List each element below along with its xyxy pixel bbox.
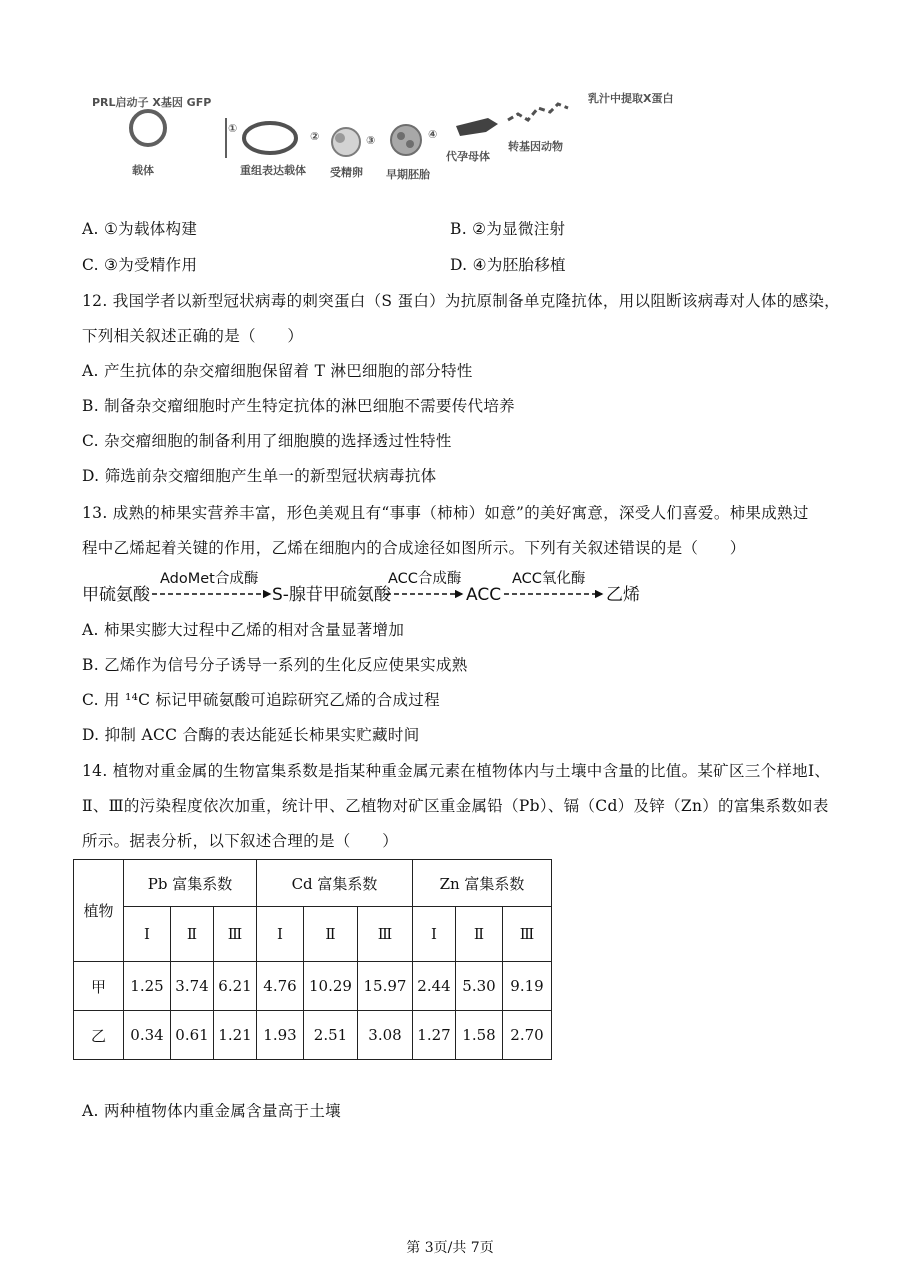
table-cell: 15.97 xyxy=(358,962,413,1011)
vector-gene-label: PRL启动子 X基因 GFP xyxy=(92,96,212,109)
vector-label: 载体 xyxy=(132,164,154,177)
table-plant-cell: 甲 xyxy=(74,962,124,1011)
q11-option-d: D. ④为胚胎移植 xyxy=(450,256,566,274)
table-cell: 0.61 xyxy=(171,1011,214,1060)
q14-stem-line-3: 所示。据表分析，以下叙述合理的是（ ） xyxy=(82,832,399,850)
table-cell: 2.51 xyxy=(304,1011,358,1060)
table-cell: 5.30 xyxy=(456,962,503,1011)
table-site-header: Ⅲ xyxy=(214,907,257,962)
q12-stem-line-2: 下列相关叙述正确的是（ ） xyxy=(82,327,304,345)
table-row xyxy=(74,962,552,1011)
q13-option-a: A. 柿果实膨大过程中乙烯的相对含量显著增加 xyxy=(82,621,405,639)
vector-plasmid-icon xyxy=(131,111,165,145)
q14-option-a: A. 两种植物体内重金属含量高于土壤 xyxy=(82,1102,341,1120)
table-row xyxy=(74,1011,552,1060)
table-cell: 6.21 xyxy=(214,962,257,1011)
table-cell: 1.25 xyxy=(124,962,171,1011)
table-cell: 1.21 xyxy=(214,1011,257,1060)
step-3-label: ③ xyxy=(366,134,376,147)
table-site-header: Ⅱ xyxy=(456,907,503,962)
surrogate-animal-icon xyxy=(456,118,498,136)
table-site-header: Ⅱ xyxy=(304,907,358,962)
page-footer: 第 3页/共 7页 xyxy=(406,1240,494,1256)
q11-option-a: A. ①为载体构建 xyxy=(82,220,198,238)
q13-option-b: B. 乙烯作为信号分子诱导一系列的生化反应使果实成熟 xyxy=(82,656,468,674)
table-group-pb: Pb 富集系数 xyxy=(124,860,257,907)
node-methionine: 甲硫氨酸 xyxy=(82,585,150,605)
enzyme-acc-synthase: ACC合成酶 xyxy=(388,571,462,587)
table-group-cd: Cd 富集系数 xyxy=(257,860,413,907)
table-site-header: Ⅱ xyxy=(171,907,214,962)
step-1-label: ① xyxy=(228,122,238,135)
enzyme-acc-oxidase: ACC氧化酶 xyxy=(512,571,586,587)
recombinant-vector-label: 重组表达载体 xyxy=(240,164,306,177)
node-acc: ACC xyxy=(466,585,502,605)
table-group-zn: Zn 富集系数 xyxy=(413,860,552,907)
enrichment-table xyxy=(73,859,552,1060)
q11-option-b: B. ②为显微注射 xyxy=(450,220,566,238)
table-corner-cell: 植物 xyxy=(74,860,124,962)
q13-stem-line-1: 13. 成熟的柿果实营养丰富，形色美观且有“事事（柿柿）如意”的美好寓意，深受人们喜爱。柿果成熟过 xyxy=(82,504,809,522)
table-cell: 10.29 xyxy=(304,962,358,1011)
ethylene-pathway-diagram xyxy=(82,566,652,612)
q12-option-c: C. 杂交瘤细胞的制备利用了细胞膜的选择透过性特性 xyxy=(82,432,452,450)
step-4-label: ④ xyxy=(428,128,438,141)
q14-stem-line-1: 14. 植物对重金属的生物富集系数是指某种重金属元素在植物体内与土壤中含量的比值。某矿区三个样地Ⅰ、 xyxy=(82,762,831,780)
transgenic-animal-label: 转基因动物 xyxy=(508,140,563,153)
q11-option-c: C. ③为受精作用 xyxy=(82,256,198,274)
zygote-icon xyxy=(332,128,360,156)
surrogate-label: 代孕母体 xyxy=(446,150,490,163)
transgenic-process-figure xyxy=(88,78,698,198)
recombinant-plasmid-icon xyxy=(244,123,296,153)
embryo-label: 早期胚胎 xyxy=(386,168,430,181)
q13-option-d: D. 抑制 ACC 合酶的表达能延长柿果实贮藏时间 xyxy=(82,726,420,744)
embryo-icon xyxy=(391,125,421,155)
table-site-header: Ⅰ xyxy=(413,907,456,962)
table-site-header: Ⅲ xyxy=(503,907,552,962)
product-label: 乳汁中提取X蛋白 xyxy=(588,92,674,105)
q13-option-c: C. 用 ¹⁴C 标记甲硫氨酸可追踪研究乙烯的合成过程 xyxy=(82,691,440,709)
table-site-header: Ⅰ xyxy=(124,907,171,962)
q12-option-a: A. 产生抗体的杂交瘤细胞保留着 T 淋巴细胞的部分特性 xyxy=(82,362,473,380)
step-2-label: ② xyxy=(310,130,320,143)
table-cell: 3.74 xyxy=(171,962,214,1011)
q12-stem-line-1: 12. 我国学者以新型冠状病毒的刺突蛋白（S 蛋白）为抗原制备单克隆抗体，用以阻断该病毒对人体的感染， xyxy=(82,292,840,310)
zygote-label: 受精卵 xyxy=(330,166,363,179)
q13-stem-line-2: 程中乙烯起着关键的作用，乙烯在细胞内的合成途径如图所示。下列有关叙述错误的是（ ） xyxy=(82,539,746,557)
table-cell: 3.08 xyxy=(358,1011,413,1060)
table-cell: 0.34 xyxy=(124,1011,171,1060)
table-cell: 2.70 xyxy=(503,1011,552,1060)
table-cell: 1.93 xyxy=(257,1011,304,1060)
table-cell: 4.76 xyxy=(257,962,304,1011)
table-cell: 1.58 xyxy=(456,1011,503,1060)
table-plant-cell: 乙 xyxy=(74,1011,124,1060)
q14-stem-line-2: Ⅱ、Ⅲ的污染程度依次加重，统计甲、乙植物对矿区重金属铅（Pb）、镉（Cd）及锌（Zn）的富集系数如表 xyxy=(82,797,829,815)
node-ethylene: 乙烯 xyxy=(606,585,640,605)
table-cell: 9.19 xyxy=(503,962,552,1011)
table-cell: 1.27 xyxy=(413,1011,456,1060)
enzyme-adomet-synthase: AdoMet合成酶 xyxy=(160,571,259,587)
q12-option-d: D. 筛选前杂交瘤细胞产生单一的新型冠状病毒抗体 xyxy=(82,467,437,485)
table-site-header: Ⅲ xyxy=(358,907,413,962)
table-cell: 2.44 xyxy=(413,962,456,1011)
table-header-row-1 xyxy=(74,860,552,907)
table-site-header: Ⅰ xyxy=(257,907,304,962)
node-sam: S-腺苷甲硫氨酸 xyxy=(272,585,391,605)
table-header-row-2 xyxy=(74,907,552,962)
q12-option-b: B. 制备杂交瘤细胞时产生特定抗体的淋巴细胞不需要传代培养 xyxy=(82,397,515,415)
offspring-icon xyxy=(508,104,568,120)
